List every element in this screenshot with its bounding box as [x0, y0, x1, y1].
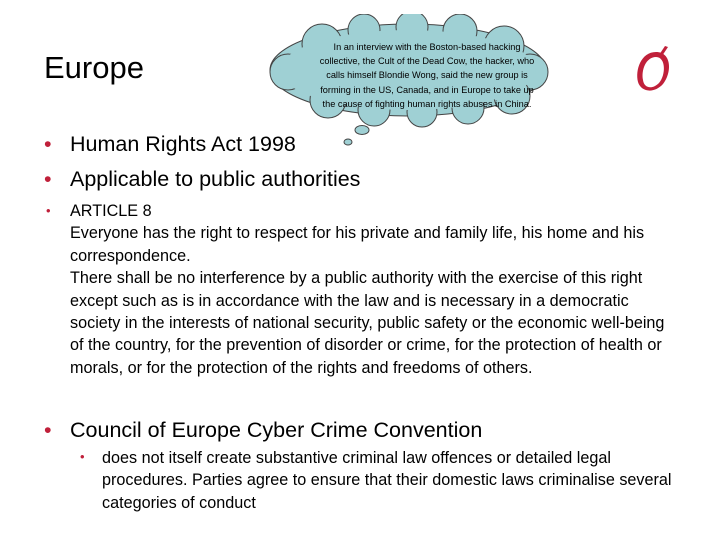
bullet-public-authorities: Applicable to public authorities	[70, 167, 361, 191]
bullet-icon: •	[44, 132, 52, 156]
quote-o-logo-icon	[632, 42, 678, 98]
bullet-cyber-crime-convention: Council of Europe Cyber Crime Convention	[70, 418, 483, 442]
bullet-icon: •	[44, 167, 52, 191]
article-heading: ARTICLE 8	[70, 202, 152, 220]
article-paragraph-1: Everyone has the right to respect for his private and family life, his home and his correspondence.	[70, 224, 645, 265]
sub-bullet-icon: •	[80, 449, 85, 464]
slide-title: Europe	[44, 50, 144, 85]
article-paragraph-2: There shall be no interference by a public authority with the exercise of this right except such as is in accordance with the law and is necessary in a democratic society in the interests of national security, public safety or the economic well-being of the country, for the prevention of disorder or crime, for the protection of health or morals, or for the protection of the rights and freedoms of others.	[70, 269, 665, 377]
callout-text: In an interview with the Boston-based hacking collective, the Cult of the Dead Cow, the hacker, who calls himself Blondie Wong, said the new group is forming in the US, Canada, and in Europe to take up the cause of fighting human rights abuses in China.	[319, 42, 535, 109]
convention-detail: does not itself create substantive criminal law offences or detailed legal procedures. Parties agree to ensure that their domestic laws criminalise several categories of conduct	[102, 449, 672, 512]
bullet-icon: •	[46, 203, 51, 218]
article-block	[70, 200, 670, 379]
bullet-icon: •	[44, 418, 52, 442]
bullet-human-rights-act: Human Rights Act 1998	[70, 132, 296, 156]
